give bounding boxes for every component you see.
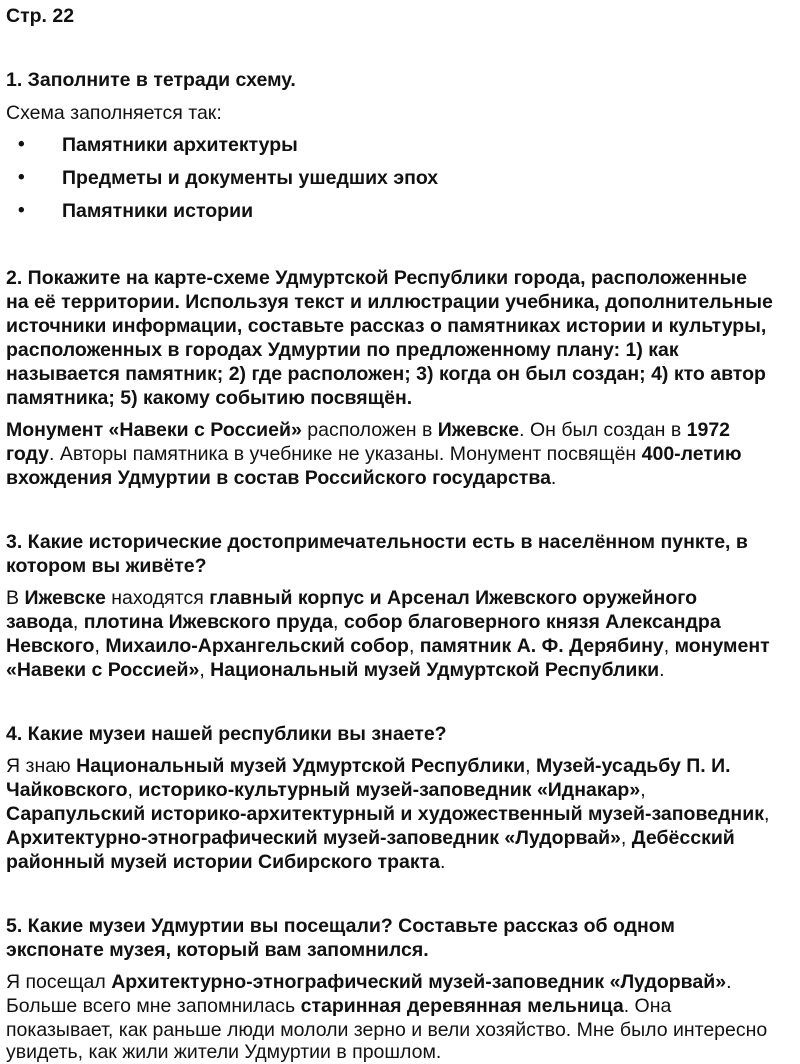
q2-answer-line: [6, 442, 742, 466]
text: ,: [620, 827, 632, 849]
text: ,: [94, 635, 106, 657]
q4-answer-line: [6, 802, 769, 826]
q3-answer-line: [6, 658, 665, 682]
q5-answer-line: [6, 970, 732, 994]
q5-line: экспонате музея, который вам запомнился.: [6, 939, 429, 961]
text: ,: [640, 779, 646, 801]
museum: Сарапульский историко-архитектурный и художественный музей-заповедник: [6, 803, 764, 825]
q5-answer-line: показывает, как раньше люди мололи зерно и вели хозяйство. Мне было интересно: [6, 1019, 768, 1041]
q5-answer-line: увидеть, как жили жители Удмуртии в прошлом.: [6, 1041, 442, 1063]
text: .: [726, 971, 732, 993]
list-item: Памятники истории: [62, 200, 254, 222]
museum: Дебёсский: [631, 827, 735, 849]
text: ,: [408, 635, 420, 657]
q2-line: называется памятник; 2) где расположен; 3) когда он был создан; 4) кто автор: [6, 363, 766, 385]
q4-answer-line: [6, 826, 735, 850]
text: ,: [72, 611, 84, 633]
museum: Музей-усадьбу П. И.: [535, 755, 731, 777]
text: В: [6, 587, 25, 609]
q4-answer-line: [6, 850, 445, 874]
text: .: [439, 851, 446, 873]
landmark: главный корпус и Арсенал Ижевского оружейного: [209, 587, 698, 609]
q2-answer-line: [6, 466, 556, 490]
landmark: плотина Ижевского пруда: [83, 611, 334, 633]
landmark: «Навеки с Россией»: [6, 659, 200, 681]
text: ,: [333, 611, 344, 633]
q3-line: котором вы живёте?: [6, 555, 207, 577]
city-name: Ижевске: [437, 419, 520, 441]
text: ,: [763, 803, 770, 825]
landmark: памятник А. Ф. Дерябину: [419, 635, 664, 657]
museum: Национальный музей Удмуртской Республики: [76, 755, 526, 777]
landmark: Невского: [6, 635, 95, 657]
q4-title: 4. Какие музеи нашей республики вы знаете?: [6, 723, 447, 745]
text: ,: [127, 779, 139, 801]
museum: Архитектурно-этнографический музей-заповедник «Лудорвай»: [6, 827, 621, 849]
text: расположен в: [301, 419, 438, 441]
text: ,: [199, 659, 211, 681]
q2-line: памятника; 5) какому событию посвящён.: [6, 387, 413, 409]
text: . Она: [623, 995, 672, 1017]
text: Я знаю: [6, 755, 77, 777]
text: . Авторы памятника в учебнике не указаны. Монумент посвящён: [48, 443, 642, 465]
bullet-dot: •: [18, 167, 25, 188]
list-item: Памятники архитектуры: [62, 134, 298, 156]
text: ,: [525, 755, 536, 777]
landmark: собор благоверного князя Александра: [343, 611, 721, 633]
q5-line: 5. Какие музеи Удмуртии вы посещали? Составьте рассказ об одном: [6, 915, 675, 937]
text: Больше всего мне запомнилась: [6, 995, 301, 1017]
museum: районный музей истории Сибирского тракта: [6, 851, 440, 873]
text: находятся: [105, 587, 210, 609]
q3-answer-line: [6, 610, 721, 634]
landmark: монумент: [674, 635, 770, 657]
landmark: Национальный музей Удмуртской Республики: [210, 659, 660, 681]
city-name: Ижевске: [24, 587, 106, 609]
q4-answer-line: [6, 778, 646, 802]
q2-line: на её территории. Используя текст и иллюстрации учебника, дополнительные: [6, 291, 773, 313]
event: вхождения Удмуртии в состав Российского государства: [6, 467, 551, 489]
year: году: [6, 443, 49, 465]
landmark: Михаило-Архангельский собор: [105, 635, 409, 657]
q1-intro: Схема заполняется так:: [6, 102, 222, 124]
page-label: Стр. 22: [6, 5, 75, 27]
bullet-dot: •: [18, 134, 25, 155]
text: .: [550, 467, 557, 489]
q3-line: 3. Какие исторические достопримечательности есть в населённом пункте, в: [6, 531, 748, 553]
exhibit: старинная деревянная мельница: [300, 995, 624, 1017]
museum: Архитектурно-этнографический музей-заповедник «Лудорвай»: [111, 971, 727, 993]
q4-answer-line: [6, 754, 731, 778]
year: 1972: [686, 419, 731, 441]
q3-answer-line: [6, 634, 770, 658]
q2-line: расположенных в городах Удмуртии по предложенному плану: 1) как: [6, 339, 679, 361]
anniversary: 400-летию: [641, 443, 742, 465]
q2-line: источники информации, составьте рассказ о памятниках истории и культуры,: [6, 315, 767, 337]
q2-answer-line: [6, 418, 730, 442]
q2-line: 2. Покажите на карте-схеме Удмуртской Республики города, расположенные: [6, 267, 748, 289]
bullet-dot: •: [18, 200, 25, 221]
text: . Он был создан в: [519, 419, 687, 441]
q5-answer-line: [6, 994, 671, 1018]
landmark: завода: [6, 611, 73, 633]
q3-answer-line: [6, 586, 697, 610]
text: .: [659, 659, 665, 681]
text: ,: [663, 635, 675, 657]
text: Я посещал: [6, 971, 112, 993]
museum: Чайковского: [6, 779, 128, 801]
list-item: Предметы и документы ушедших эпох: [62, 167, 439, 189]
monument-name: Монумент «Навеки с Россией»: [6, 419, 302, 441]
museum: историко-культурный музей-заповедник «Иднакар»: [138, 779, 641, 801]
q1-title: 1. Заполните в тетради схему.: [6, 69, 296, 91]
